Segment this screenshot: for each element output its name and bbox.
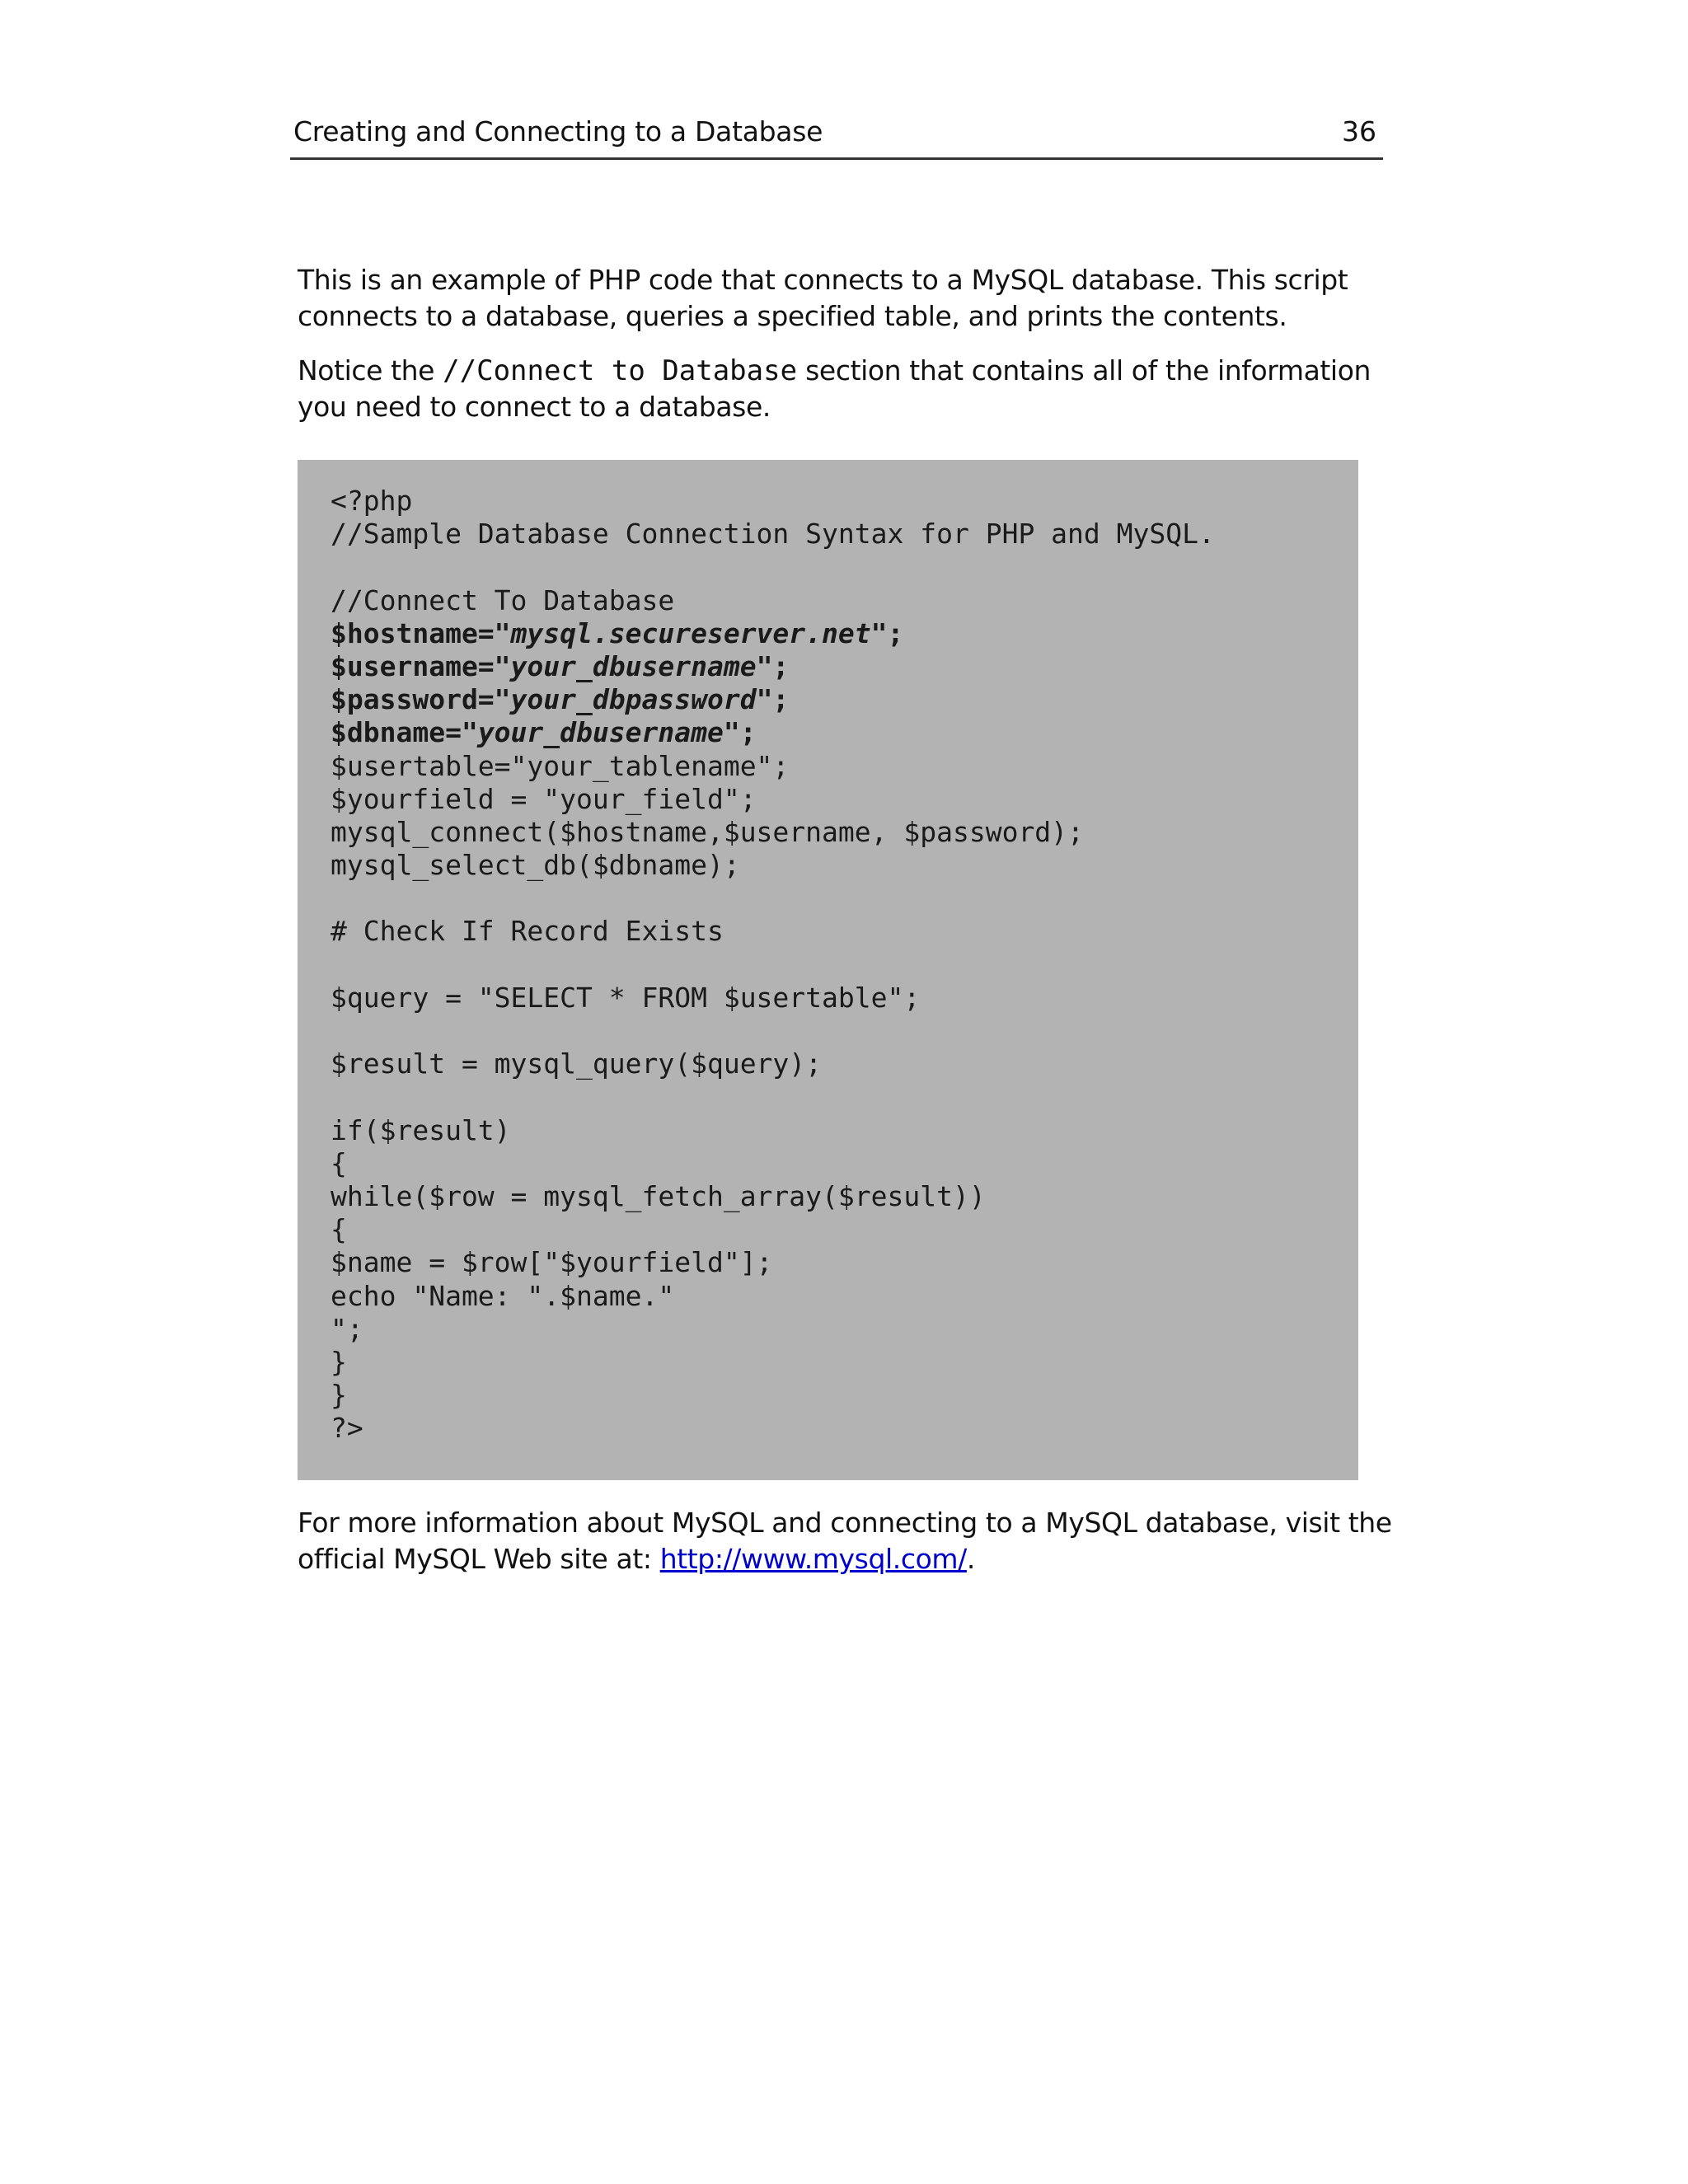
code-line: mysql_connect($hostname,$username, $password); <box>331 815 1084 848</box>
code-username-pre: $username=" <box>331 649 511 682</box>
code-line: $usertable="your_tablename"; <box>331 749 790 782</box>
code-dbname-value: your_dbusername <box>477 716 724 749</box>
code-line-username <box>331 650 1358 683</box>
code-line-hostname <box>331 617 1358 650</box>
code-block <box>298 460 1358 1480</box>
code-line: //Sample Database Connection Syntax for PHP and MySQL. <box>331 518 1215 551</box>
code-line: $yourfield = "your_field"; <box>331 782 757 815</box>
mysql-link[interactable]: http://www.mysql.com/ <box>659 1543 967 1575</box>
code-hostname-value: mysql.secureserver.net <box>510 616 871 649</box>
code-line: $result = mysql_query($query); <box>331 1047 823 1080</box>
code-username-value: your_dbusername <box>510 649 757 682</box>
code-blank-line <box>331 949 1358 982</box>
code-dbname-pre: $dbname=" <box>331 716 478 749</box>
code-hostname-pre: $hostname=" <box>331 616 511 649</box>
code-line: mysql_select_db($dbname); <box>331 849 740 882</box>
notice-paragraph <box>298 353 1394 425</box>
code-line: if($result) <box>331 1113 511 1146</box>
code-line: } <box>331 1379 347 1412</box>
outro-paragraph <box>298 1505 1394 1577</box>
inline-code-connect: //Connect to Database <box>443 354 798 387</box>
code-password-pre: $password=" <box>331 683 511 716</box>
code-password-value: your_dbpassword <box>510 683 757 716</box>
code-dbname-post: "; <box>723 716 757 749</box>
page-header <box>290 112 1383 160</box>
code-line: <?php <box>331 485 413 517</box>
notice-text-before: Notice the <box>298 354 443 387</box>
code-blank-line <box>331 1015 1358 1047</box>
code-line-dbname <box>331 716 1358 749</box>
outro-text: For more information about MySQL and connecting to a MySQL database, visit the official MySQL Web site at: <box>298 1507 1392 1575</box>
code-line: { <box>331 1146 347 1179</box>
code-line: ?> <box>331 1412 363 1445</box>
code-username-post: "; <box>756 649 790 682</box>
code-hostname-post: "; <box>870 616 904 649</box>
code-line: # Check If Record Exists <box>331 915 724 948</box>
code-line: } <box>331 1345 347 1378</box>
code-line: { <box>331 1213 347 1246</box>
outro-text-end: . <box>966 1543 975 1575</box>
code-blank-line <box>331 1080 1358 1113</box>
code-line: //Connect To Database <box>331 583 675 616</box>
code-line: $query = "SELECT * FROM $usertable"; <box>331 981 921 1014</box>
page-number: 36 <box>1342 115 1376 148</box>
code-line: echo "Name: ".$name." <box>331 1279 675 1312</box>
code-line-password <box>331 683 1358 716</box>
code-line: "; <box>331 1312 363 1345</box>
intro-paragraph: This is an example of PHP code that connects to a MySQL database. This script connects to a database, queries a specified table, and prints the contents. <box>298 264 1348 332</box>
header-title: Creating and Connecting to a Database <box>293 115 823 148</box>
code-line: $name = $row["$yourfield"]; <box>331 1246 773 1279</box>
code-line: while($row = mysql_fetch_array($result)) <box>331 1179 986 1212</box>
code-blank-line <box>331 551 1358 583</box>
code-password-post: "; <box>756 683 790 716</box>
notice-text-after: section that contains all of the information you need to connect to a database. <box>298 354 1372 423</box>
code-blank-line <box>331 882 1358 915</box>
